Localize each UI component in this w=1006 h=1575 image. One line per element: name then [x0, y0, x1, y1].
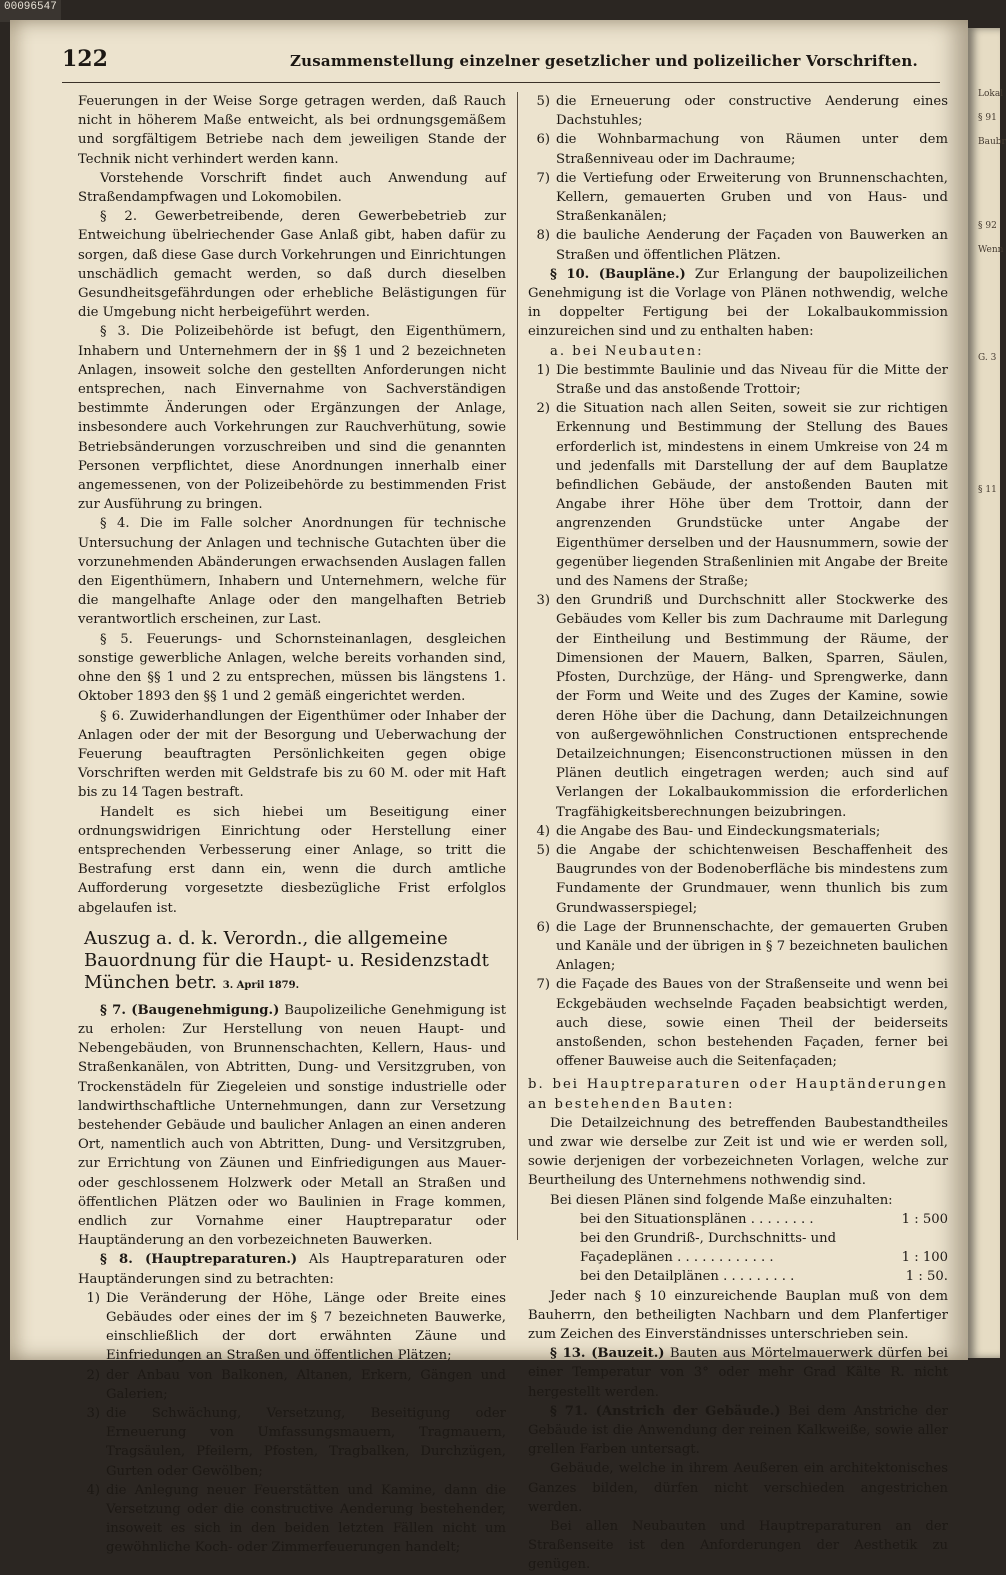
list-item [528, 822, 948, 841]
page-header [62, 44, 940, 78]
list-item-number: 7) [536, 170, 550, 186]
scale-intro: Bei diesen Plänen sind folgende Maße einzuhalten: [550, 1192, 893, 1208]
list-item-number: 8) [536, 228, 550, 244]
list-item-text: die Anlegung neuer Feuerstätten und Kamine, dann die Versetzung oder die constructive Aenderung bestehender, insoweit es sich in den beiden letzten Fällen nicht um gewöhnliche Koch- oder Zimmerfeuerungen handelt; [106, 1482, 506, 1556]
scale-row [580, 1210, 948, 1229]
list-item [78, 1481, 506, 1558]
adjacent-page-edge [968, 28, 1006, 1358]
list-item [528, 975, 948, 1071]
list-item-text: der Anbau von Balkonen, Altanen, Erkern, Gängen und Galerien; [106, 1367, 506, 1402]
header-rule [62, 82, 940, 83]
list-item-text: Die bestimmte Baulinie und das Niveau für die Mitte der Straße und das anstoßende Trottoir; [556, 362, 948, 398]
scale-label: bei den Situationsplänen . . . . . . . . [580, 1211, 814, 1227]
list-item-number: 5) [536, 94, 550, 109]
paragraph-section-4: § 4. Die im Falle solcher Anordnungen für technische Untersuchung der Anlagen und technische Gutachten über die vorzunehmenden Abänderungen erwachsenden Auslagen fallen den Eigenthümern, Inhabern und Unternehmern, welche für die mangelhafte Anlage oder den mangelhaften Betrieb verantwortlich erscheinen, zur Last. [78, 516, 506, 628]
scan-id-label: 00096547 [0, 0, 61, 22]
list-item-text: die Angabe des Bau- und Eindeckungsmaterials; [556, 823, 881, 839]
section-10-text: Zur Erlangung der baupolizeilichen Genehmigung ist die Vorlage von Plänen nothwendig, welche in doppelter Fertigung bei der Lokalbaukommission einzureichen sind und zu enthalten haben: [528, 266, 948, 340]
list-item [528, 130, 948, 168]
section-8 [78, 1250, 506, 1288]
list-item [528, 361, 948, 399]
list-item-number: 6) [536, 919, 550, 935]
list-item-text: die Angabe der schichtenweisen Beschaffenheit des Baugrundes von der Bodenoberfläche bis mindestens zum Fundamente der Grundmauer, wenn thunlich bis zum Grundwasserspiegel; [556, 842, 948, 916]
paragraph: Vorstehende Vorschrift findet auch Anwendung auf Straßendampfwagen und Lokomobilen. [78, 170, 506, 206]
list-item [78, 1289, 506, 1366]
subsection-label-a: a. bei Neubauten: [550, 343, 704, 359]
scale-label: bei den Detailplänen . . . . . . . . . [580, 1269, 795, 1285]
list-item-number: 5) [536, 842, 550, 858]
section-71-text: Bei dem Anstriche der Gebäude ist die Anwendung der reinen Kalkweiße, sowie aller grellen Farben untersagt. [528, 1403, 948, 1458]
list-item-text: den Grundriß und Durchschnitt aller Stockwerke des Gebäudes vom Keller bis zum Dachraume mit Darlegung der Eintheilung und Bestimmung der Räume, der Dimensionen der Mauern, Balken, Sparren, Säulen, Pfosten, Durchzüge, der Häng- und Sprengwerke, dann der Form und Weite und des Zuges der Kamine, sowie deren Höhe über die Dachung, dann Detailzeichnungen von außergewöhnlichen Constructionen entsprechende Detailzeichnungen; Eisenconstructionen müssen in den Plänen deutlich eingetragen werden; auch sind auf Verlangen der Lokalbaukommission die erforderlichen Tragfähigkeitsberechnungen beizubringen. [556, 593, 948, 820]
section-13-title: § 13. (Bauzeit.) [550, 1346, 665, 1362]
scale-value: 1 : 100 [901, 1250, 948, 1266]
paragraph-section-3: § 3. Die Polizeibehörde ist befugt, den Eigenthümern, Inhabern und Unternehmern der in §§ 1 und 2 bezeichneten Anlagen, insoweit solche den gestellten Anforderungen nicht entsprechen, nach Einvernahme von Sachverständigen bestimmte Änderungen oder Ergänzungen der Anlage, insbesondere auch Vorkehrungen zur Rauchverhütung, sowie Betriebsänderungen vorzuschreiben und sind die genannten Personen verpflichtet, diese Anordnungen innerhalb einer angemessenen, von der Polizeibehörde zu bestimmenden Frist zur Ausführung zu bringen. [78, 324, 506, 513]
list-item-number: 3) [536, 593, 550, 609]
running-title: Zusammenstellung einzelner gesetzlicher und polizeilicher Vorschriften. [290, 52, 918, 70]
list-item [528, 92, 948, 130]
list-item [528, 591, 948, 821]
scale-table [528, 1210, 948, 1287]
list-item-text: die bauliche Aenderung der Façaden von Bauwerken an Straßen und öffentlichen Plätzen. [556, 228, 948, 263]
section-8-text: Als Hauptreparaturen oder Hauptänderungen sind zu betrachten: [78, 1252, 506, 1287]
ordinance-heading-text: Auszug a. d. k. Verordn., die allgemeine Bauordnung für die Haupt- u. Residenzstadt München betr. [84, 927, 489, 993]
section-71 [528, 1402, 948, 1460]
paragraph: Die Detailzeichnung des betreffenden Baubestandtheiles und zwar wie derselbe zur Zeit ist und wie er werden soll, sowie derjenigen der vorbezeichneten Vorlagen, welche zur Beurtheilung des Unternehmens nothwendig sind. [528, 1115, 948, 1189]
list-item [528, 918, 948, 976]
section-10-title: § 10. (Baupläne.) [550, 266, 686, 282]
scale-value: 1 : 50. [905, 1269, 948, 1285]
list-item-text: Die Veränderung der Höhe, Länge oder Breite eines Gebäudes oder eines der im § 7 bezeichneten Bauwerke, einschließlich der dort erwähnten Zäune und Einfriedungen an Straßen und öffentlichen Plätzen; [106, 1290, 506, 1364]
list-item-number: 7) [536, 977, 550, 993]
list-item-number: 2) [536, 401, 550, 417]
list-item-text: die Situation nach allen Seiten, soweit sie zur richtigen Erkennung und Bestimmung der Stellung des Baues erforderlich ist, mindestens in einem Umkreise von 24 m und jedenfalls mit Darstellung der auf dem Bauplatze befindlichen Gebäude, der anstoßenden Bauten mit Angabe ihrer Höhe über dem Trottoir, dann der angrenzenden Grundstücke unter Angabe der Eigenthümer derselben und der Hausnummern, sowie der gegenüber liegenden Straßenlinien mit Angabe der Breite und des Namens der Straße; [556, 401, 948, 590]
scale-row [580, 1248, 948, 1267]
section-13-text: Bauten aus Mörtelmauerwerk dürfen bei einer Temperatur von 3° oder mehr Grad Kälte R. nicht hergestellt werden. [528, 1346, 948, 1400]
list-item-number: 2) [86, 1367, 100, 1383]
list-item [78, 1366, 506, 1404]
paragraph: Jeder nach § 10 einzureichende Bauplan muß von dem Bauherrn, den betheiligten Nachbarn und dem Planfertiger zum Zeichen des Einverständnisses unterschrieben sein. [528, 1288, 948, 1342]
ordinance-heading [84, 928, 506, 997]
paragraph: Bei allen Neubauten und Hauptreparaturen an der Straßenseite ist den Anforderungen der Aesthetik zu genügen. [528, 1519, 948, 1573]
scale-label: bei den Grundriß-, Durchschnitts- und [580, 1230, 837, 1246]
list-item-number: 1) [86, 1290, 100, 1306]
list-item-number: 6) [536, 132, 550, 148]
scale-row [580, 1229, 948, 1248]
scale-row [580, 1267, 948, 1286]
left-column [78, 92, 506, 1558]
list-item [528, 399, 948, 591]
section-7 [78, 1001, 506, 1251]
list-item [528, 169, 948, 227]
paragraph-section-6: § 6. Zuwiderhandlungen der Eigenthümer oder Inhaber der Anlagen oder der mit der Besorgung und Ueberwachung der Feuerung beauftragten Persönlichkeiten gegen obige Vorschriften werden mit Geldstrafe bis zu 60 M. oder mit Haft bis zu 14 Tagen bestraft. [78, 708, 506, 801]
list-item-text: die Façade des Baues von der Straßenseite und wenn bei Eckgebäuden wechselnde Façaden beabsichtigt werden, auch diese, sowie einen Theil der beiderseits anstoßenden, schon bestehenden Façaden, ferner bei offener Bauweise auch die Seitenfaçaden; [556, 977, 948, 1070]
list-item-number: 4) [86, 1482, 100, 1498]
section-7-text: Baupolizeiliche Genehmigung ist zu erholen: Zur Herstellung von neuen Haupt- und Nebengebäuden, von Brunnenschachten, Kellern, Haus- und Straßenkanälen, von Abtritten, Dung- und Versitzgruben, von Trockenstädeln für Ziegeleien und sonstige industrielle oder landwirthschaftliche Unternehmungen, dann zur Versetzung bestehender Gebäude und baulicher Anlagen an einen anderen Ort, namentlich auch von Abtritten, Dung- und Versitzgruben, zur Errichtung von Zäunen und Einfriedigungen aus Mauer- oder geschlossenem Holzwerk oder Metall an Straßen und öffentlichen Plätzen oder wo Baulinien in Frage kommen, endlich zur Vornahme einer Hauptreparatur oder Hauptänderung an den vorbezeichneten Bauwerken. [78, 1002, 506, 1249]
list-item-text: die Wohnbarmachung von Räumen unter dem Straßenniveau oder im Dachraume; [556, 132, 948, 167]
section-7-title: § 7. (Baugenehmigung.) [100, 1002, 280, 1018]
paragraph: Handelt es sich hiebei um Beseitigung einer ordnungswidrigen Einrichtung oder Herstellung einer entsprechenden Verbesserung einer Anlage, so tritt die Bestrafung erst dann ein, wenn die durch amtliche Aufforderung vorgesetzte diesbezügliche Frist erfolglos abgelaufen ist. [78, 804, 506, 916]
section-8-title: § 8. (Hauptreparaturen.) [100, 1252, 298, 1268]
adjacent-page-text: Lokal § 91 Baubr § 92 Wenn G. 3 § 11 [978, 89, 1006, 495]
page-number: 122 [62, 46, 108, 72]
list-item-number: 3) [86, 1406, 100, 1421]
paragraph: Gebäude, welche in ihrem Aeußeren ein architektonisches Ganzes bilden, dürfen nicht verschieden angestrichen werden. [528, 1461, 948, 1515]
section-10 [528, 265, 948, 342]
right-column [528, 92, 948, 1575]
list-item-text: die Vertiefung oder Erweiterung von Brunnenschachten, Kellern, gemauerten Gruben und von Haus- und Straßenkanälen; [556, 170, 948, 225]
list-item-text: die Lage der Brunnenschachte, der gemauerten Gruben und Kanäle und der übrigen in § 7 bezeichneten baulichen Anlagen; [556, 919, 948, 974]
scale-label: Façadeplänen . . . . . . . . . . . . [580, 1250, 774, 1266]
scale-value [878, 1229, 948, 1248]
paragraph: Feuerungen in der Weise Sorge getragen werden, daß Rauch nicht in höherem Maße entweicht, als bei ordnungsgemäßem und sorgfältigem Betriebe nach dem jeweiligen Stande der Technik nicht verhindert werden kann. [78, 94, 506, 167]
ordinance-date: 3. April 1879. [222, 979, 300, 991]
section-13 [528, 1344, 948, 1402]
subsection-label-b: b. bei Hauptreparaturen oder Hauptänderungen an bestehenden Bauten: [528, 1077, 948, 1112]
scale-value: 1 : 500 [901, 1211, 948, 1227]
list-item [528, 841, 948, 918]
list-item [528, 226, 948, 264]
list-item-text: die Schwächung, Versetzung, Beseitigung oder Erneuerung von Umfassungsmauern, Tragmauern, Tragsäulen, Pfeilern, Pfosten, Tragbalken, Durchzügen, Gurten oder Gewölben; [106, 1406, 506, 1479]
list-item-number: 1) [536, 362, 550, 378]
section-71-title: § 71. (Anstrich der Gebäude.) [550, 1403, 781, 1419]
list-item-text: die Erneuerung oder constructive Aenderung eines Dachstuhles; [556, 94, 948, 129]
list-item-number: 4) [536, 823, 550, 839]
paragraph-section-2: § 2. Gewerbetreibende, deren Gewerbebetrieb zur Entweichung übelriechender Gase Anlaß gibt, haben dafür zu sorgen, daß diese Gase durch Vorkehrungen und Einrichtungen unschädlich gemacht werden, so daß durch dieselben Gesundheitsgefährdungen oder erhebliche Belästigungen für die Umgebung nicht herbeigeführt werden. [78, 209, 506, 321]
column-divider [517, 92, 518, 1240]
paragraph-section-5: § 5. Feuerungs- und Schornsteinanlagen, desgleichen sonstige gewerbliche Anlagen, welche bereits vorhanden sind, ohne den §§ 1 und 2 zu entsprechen, müssen bis längstens 1. Oktober 1893 den §§ 1 und 2 gemäß eingerichtet werden. [78, 631, 506, 705]
list-item [78, 1404, 506, 1481]
